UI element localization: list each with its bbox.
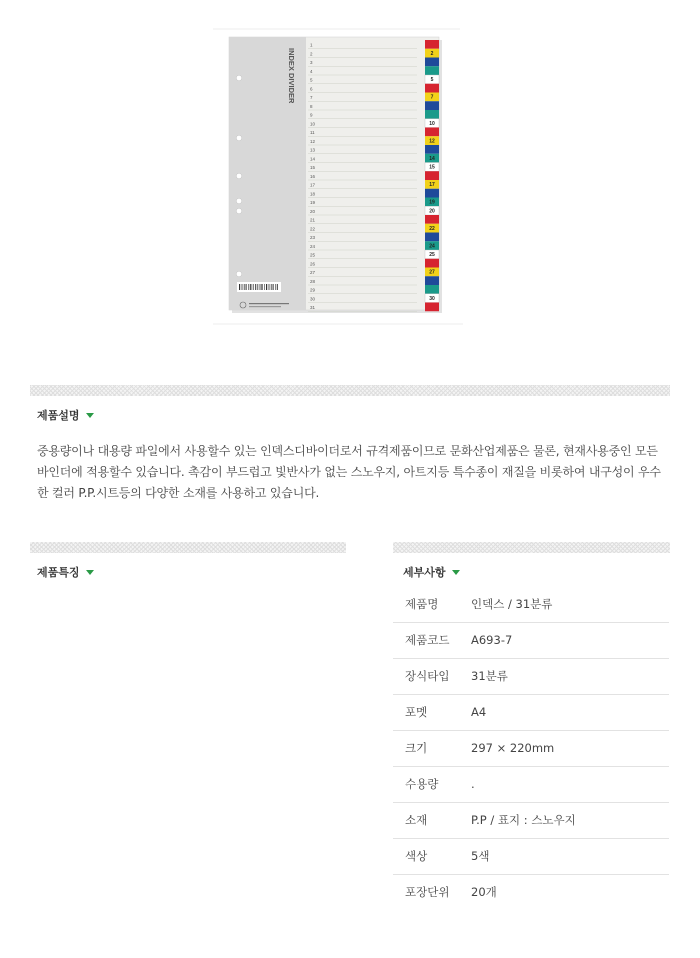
barcode-bar — [257, 284, 258, 290]
details-row — [393, 622, 669, 658]
details-key: 장식타입 — [393, 658, 471, 694]
section-divider — [393, 542, 670, 553]
index-tab — [425, 189, 439, 198]
details-key: 크기 — [393, 730, 471, 766]
row-number: 22 — [310, 226, 316, 232]
details-value: 297 × 220mm — [471, 730, 669, 766]
row-number: 1 — [310, 42, 313, 48]
details-row — [393, 730, 669, 766]
row-number: 16 — [310, 173, 316, 179]
details-title: 세부사항 — [403, 566, 446, 579]
row-number: 30 — [310, 296, 316, 302]
expand-triangle-icon — [86, 570, 94, 575]
index-tab — [425, 285, 439, 294]
punch-hole — [236, 173, 242, 179]
index-tab — [425, 40, 439, 49]
barcode-bar — [250, 284, 251, 290]
details-row — [393, 802, 669, 838]
details-key: 제품코드 — [393, 622, 471, 658]
row-number: 15 — [310, 165, 316, 170]
row-number: 13 — [310, 147, 316, 153]
index-tab-label: 17 — [429, 182, 435, 189]
row-number: 23 — [310, 235, 316, 240]
row-number: 31 — [310, 305, 316, 310]
barcode-bar — [261, 284, 262, 290]
barcode-bar — [273, 284, 274, 290]
details-heading — [403, 564, 460, 580]
expand-triangle-icon — [86, 413, 94, 418]
row-number: 26 — [310, 261, 316, 267]
index-tab-label: 2 — [430, 50, 434, 57]
barcode-bar — [243, 284, 244, 290]
section-divider — [30, 542, 346, 553]
details-value: A693-7 — [471, 622, 669, 658]
row-number: 24 — [310, 243, 316, 249]
details-value: P.P / 표지 : 스노우지 — [471, 802, 669, 838]
row-number: 17 — [310, 182, 316, 188]
index-tab — [425, 233, 439, 242]
punch-hole — [236, 208, 242, 214]
row-number: 19 — [310, 200, 316, 205]
index-tab — [425, 215, 439, 224]
details-value: 20개 — [471, 885, 497, 900]
barcode-bar — [271, 284, 272, 290]
barcode-bar — [270, 284, 271, 290]
index-tab-label: 14 — [429, 155, 435, 162]
index-tab — [425, 128, 439, 137]
index-tab-label: 25 — [429, 252, 435, 259]
row-number: 11 — [310, 130, 315, 135]
index-divider-illustration — [213, 28, 463, 328]
details-key: 포장단위 — [405, 885, 450, 900]
product-image — [213, 28, 463, 328]
expand-triangle-icon — [452, 570, 460, 575]
details-row — [393, 874, 669, 910]
punch-hole — [236, 271, 242, 277]
row-number: 7 — [310, 95, 313, 100]
row-number: 28 — [310, 278, 316, 284]
barcode-bar — [266, 284, 267, 290]
features-heading — [37, 564, 94, 580]
details-row — [393, 838, 669, 874]
details-key: 색상 — [393, 838, 471, 874]
row-number: 12 — [310, 138, 316, 144]
index-tab — [425, 171, 439, 180]
row-number: 10 — [310, 121, 316, 127]
index-tab-label: 7 — [430, 94, 434, 101]
details-row — [393, 586, 669, 622]
index-tab-label: 24 — [429, 243, 435, 250]
row-number: 9 — [310, 112, 313, 118]
barcode-bar — [268, 284, 269, 290]
description-heading — [37, 407, 94, 423]
row-number: 3 — [310, 60, 313, 65]
barcode-bar — [275, 284, 276, 290]
index-tab-label: 20 — [429, 208, 435, 215]
punch-hole — [236, 135, 242, 141]
barcode-bar — [239, 284, 240, 290]
index-tab-label: 22 — [429, 225, 435, 232]
barcode-bar — [248, 284, 249, 290]
index-tab — [425, 101, 439, 110]
punch-hole — [236, 75, 242, 81]
index-tab — [425, 303, 439, 312]
index-tab-label: 19 — [429, 199, 435, 206]
details-value: . — [471, 766, 669, 802]
barcode-bar — [246, 284, 247, 290]
row-number: 5 — [310, 77, 313, 83]
details-value: 인덱스 / 31분류 — [471, 586, 669, 622]
index-tab — [425, 276, 439, 285]
features-title: 제품특징 — [37, 566, 80, 579]
row-number: 27 — [310, 270, 316, 275]
index-tab-label: 12 — [429, 138, 435, 145]
barcode-bar — [277, 284, 278, 290]
barcode-bar — [262, 284, 263, 290]
details-row — [393, 658, 669, 694]
details-value: 31분류 — [471, 658, 669, 694]
description-title: 제품설명 — [37, 409, 80, 422]
row-number: 14 — [310, 156, 316, 162]
index-tab-label: 15 — [429, 164, 435, 171]
row-number: 25 — [310, 252, 316, 258]
index-tab — [425, 259, 439, 268]
details-row — [393, 694, 669, 730]
details-row — [393, 766, 669, 802]
row-number: 8 — [310, 103, 313, 109]
barcode-bar — [255, 284, 256, 290]
row-number: 20 — [310, 208, 316, 214]
section-divider — [30, 385, 670, 396]
details-key: 제품명 — [393, 586, 471, 622]
index-tab — [425, 58, 439, 67]
row-number: 4 — [310, 68, 313, 74]
row-number: 2 — [310, 51, 313, 57]
row-number: 6 — [310, 86, 313, 92]
index-tab-label: 30 — [429, 295, 435, 302]
index-tab-label: 10 — [429, 120, 435, 127]
index-tab — [425, 84, 439, 93]
details-key: 수용량 — [393, 766, 471, 802]
details-value: A4 — [471, 694, 669, 730]
details-key: 소재 — [393, 802, 471, 838]
description-text: 중용량이나 대용량 파일에서 사용할수 있는 인덱스디바이더로서 규격제품이므로 문화산업제품은 물론, 현재사용중인 모든 바인더에 적용할수 있습니다. 촉감이 부드럽고 빛반사가 없는 스노우지, 아트지등 특수종이 재질을 비롯하여 내구성이 우수한 컬러 P.P.시트등의 다양한 소재를 사용하고 있습니다. — [37, 444, 661, 500]
details-value: 5색 — [471, 838, 669, 874]
cover-label: INDEX DIVIDER — [287, 48, 296, 104]
row-number: 21 — [310, 217, 316, 223]
barcode-bar — [244, 284, 245, 290]
row-number: 18 — [310, 191, 316, 197]
barcode-bar — [253, 284, 254, 290]
barcode-bar — [252, 284, 253, 290]
index-tab-label: 27 — [429, 269, 435, 276]
barcode-bar — [241, 284, 242, 290]
barcode-bar — [264, 284, 265, 290]
index-tab — [425, 145, 439, 154]
punch-hole — [236, 198, 242, 204]
barcode-bar — [259, 284, 260, 290]
index-tab-label: 5 — [430, 77, 434, 84]
details-key: 포멧 — [393, 694, 471, 730]
details-table — [393, 586, 669, 910]
index-tab — [425, 66, 439, 75]
index-tab — [425, 110, 439, 119]
row-number: 29 — [310, 287, 316, 293]
